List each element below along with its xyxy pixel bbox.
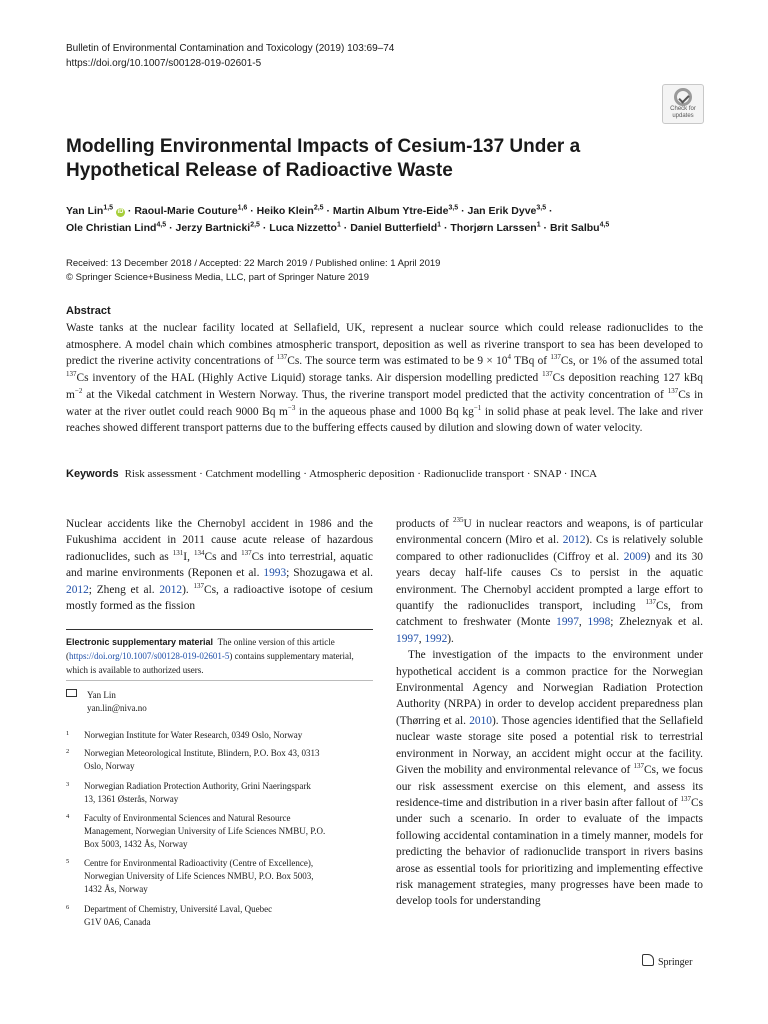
abstract-heading: Abstract <box>66 305 111 317</box>
abstract-body: Waste tanks at the nuclear facility located at Sellafield, UK, represent a nuclear source which could release radionuclides to the atmosphere. A model chain which combines atmospheric transport, deposition as well as riverine transport to sea has been developed to predict the riverine activity concentrations of $^{137}$Cs. The source term was estimated to be $9 \times 10^4$ TBq of $^{137}$Cs, or 1% of the assumed total $^{137}$Cs inventory of the HAL (Highly Active Liquid) storage tanks. Air dispersion modelling predicted $^{137}$Cs deposition reaching 127 kBq $m^{-2}$ at the Vikedal catchment in Western Norway. Thus, the riverine transport model predicted that the activity concentration of $^{137}$Cs in water at the river outlet could reach 9000 Bq $m^{-3}$ in the aqueous phase and 1000 Bq $kg^{-1}$ in solid phase at peak level. The lake and river reaches showed different transport patterns due to the buffering effects caused by dilution and slowing down of water velocity. <box>66 322 704 435</box>
citation-link[interactable]: 2012 <box>66 583 89 596</box>
citation-link[interactable]: 1998 <box>587 616 611 629</box>
citation-link[interactable]: 2009 <box>623 550 647 563</box>
received-accepted-dates: Received: 13 December 2018 / Accepted: 22 March 2019 / Published online: 1 April 2019 <box>66 258 441 269</box>
citation-link[interactable]: 1992 <box>424 632 448 645</box>
supplementary-note <box>66 635 373 677</box>
citation-link[interactable]: 2012 <box>159 583 183 596</box>
citation-link[interactable]: 1997 <box>556 616 579 629</box>
citation-link[interactable]: 1997 <box>396 632 419 645</box>
article-title: Modelling Environmental Impacts of Cesium-137 Under a Hypothetical Release of Radioactive Waste <box>66 136 581 181</box>
esm-text-b: ) contains supplementary material, which is available to authorized users. <box>66 651 354 675</box>
affiliation-2: 2 Norwegian Meteorological Institute, Blindern, P.O. Box 43, 0313 Oslo, Norway <box>66 748 320 771</box>
footnote-divider <box>66 629 373 630</box>
publisher-footer <box>642 954 692 968</box>
author-list: Yan Lin$^{1,5}$ iD · Raoul‑Marie Couture$^{1,6}$ · Heiko Klein$^{2,5}$ · Martin Album Ytre‑Eide$^{3,5}$ · Jan Erik Dyve$^{3,5}$ · Ole Christian Lind$^{4,5}$ · Jerzy Bartnicki$^{2,5}$ · Luca Nizzetto$^1$ · Daniel Butterfield$^1$ · Thorjørn Larssen$^1$ · Brit Salbu$^{4,5}$ <box>66 204 610 234</box>
affiliation-1: 1 Norwegian Institute for Water Research, 0349 Oslo, Norway <box>66 730 303 740</box>
springer-logo-icon <box>642 954 654 966</box>
esm-label: Electronic supplementary material <box>66 637 214 647</box>
copyright-line: © Springer Science+Business Media, LLC, part of Springer Nature 2019 <box>66 272 369 283</box>
keywords-list: Risk assessment · Catchment modelling · Atmospheric deposition · Radionuclide transport · SNAP · INCA <box>124 468 598 480</box>
body-column-right <box>396 516 703 910</box>
badge-line-2: updates <box>672 113 694 119</box>
doi-link[interactable]: https://doi.org/10.1007/s00128-019-02601-5 <box>66 58 262 69</box>
affiliation-5: 5 Centre for Environmental Radioactivity (Centre of Excellence), Norwegian University of Life Sciences NMBU, P.O. Box 5003, 1432 Ås, Norway <box>66 858 314 894</box>
check-updates-icon <box>674 88 692 106</box>
envelope-icon <box>66 689 77 697</box>
badge-line-1: Check for <box>670 106 696 112</box>
citation-link[interactable]: 1993 <box>263 567 287 580</box>
esm-text-a: The online version of this article ( <box>66 637 335 661</box>
keywords-label: Keywords <box>66 468 119 480</box>
footnote-divider <box>66 680 373 681</box>
affiliation-3: 3 Norwegian Radiation Protection Authority, Grini Naeringspark 13, 1361 Østerås, Norway <box>66 781 311 804</box>
journal-header <box>66 41 394 71</box>
esm-link[interactable]: https://doi.org/10.1007/s00128-019-02601-5 <box>69 651 230 661</box>
contact-email[interactable]: yan.lin@niva.no <box>87 703 147 713</box>
paragraph: products of $^{235}$U in nuclear reactors and weapons, is of particular environmental concern (Miro et al. 2012). Cs is relatively soluble compared to other radionuclides (Ciffroy et al. 2009) and its 30 years decay half-life causes Cs to persist in the aquatic environment. The Chernobyl accident prompted a large effort to quantify the radionuclides transport, including $^{137}$Cs, from catchment to freshwater (Monte 1997, 1998; Zheleznyak et al. 1997, 1992). <box>396 516 704 645</box>
orcid-icon[interactable]: iD <box>117 209 124 215</box>
article-dates <box>66 257 440 285</box>
corresponding-author <box>66 689 147 715</box>
citation-link[interactable]: 2010 <box>469 714 492 727</box>
journal-citation: Bulletin of Environmental Contamination and Toxicology (2019) 103:69–74 <box>66 43 395 54</box>
paragraph: The investigation of the impacts to the environment under hypothetical accident is a common practice for the Norwegian Environmental Agency and Norwegian Radiation Protection Authority (NRPA) in order to develop accident preparedness plan (Thørring et al. 2010). Those agencies identified that the Sellafield nuclear waste storage site posed a potential risk to terrestrial environment in Norway, an accident might occur at the facility. Given the mobility and environmental relevance of $^{137}$Cs, we focus our risk assessment exercise on this element, and assess its residence-time and distribution in a river basin after fallout of $^{137}$Cs under such a scenario. In order to evaluate of the impacts following accidental contamination in a timely manner, models for predicting the behavior of radionuclide transport in rivers basins arose as essential tools for prioritizing and implementing effective risk management strategies, many progresses have been made to develop tools for understanding <box>396 649 703 908</box>
body-column-left: Nuclear accidents like the Chernobyl accident in 1986 and the Fukushima accident in 2011 cause acute release of hazardous radionuclides, such as $^{131}$I, $^{134}$Cs and $^{137}$Cs into terrestrial, aquatic and marine environments (Reponen et al. 1993; Shozugawa et al. 2012; Zheng et al. 2012). $^{137}$Cs, a radioactive isotope of cesium mostly formed as the fission <box>66 518 374 613</box>
keywords <box>66 468 597 480</box>
affiliation-6: 6 Department of Chemistry, Université Laval, Quebec G1V 0A6, Canada <box>66 904 273 927</box>
affiliation-4: 4 Faculty of Environmental Sciences and Natural Resource Management, Norwegian University of Life Sciences NMBU, P.O. Box 5003, 1432 Ås, Norway <box>66 813 326 849</box>
check-for-updates-badge[interactable] <box>662 84 704 124</box>
publisher-name: Springer <box>658 957 693 968</box>
citation-link[interactable]: 2012 <box>562 534 586 547</box>
contact-name: Yan Lin <box>87 690 116 700</box>
